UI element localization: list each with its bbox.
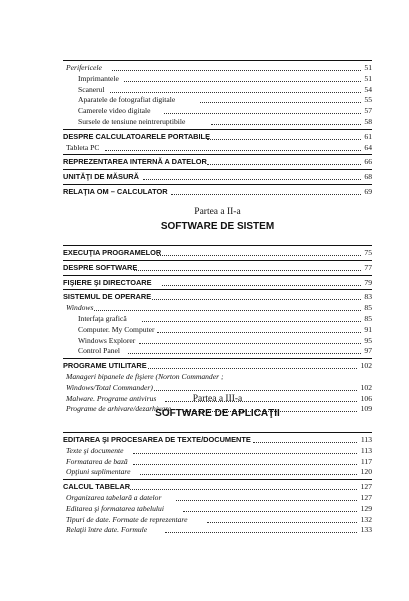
- entry-title: Windows Explorer: [78, 335, 136, 345]
- dot-leader: [142, 321, 361, 322]
- section-rule: [63, 275, 372, 276]
- page-number: 51: [364, 63, 372, 72]
- page-number: 91: [364, 324, 372, 334]
- page-number: 68: [364, 172, 372, 182]
- dot-leader: [207, 164, 361, 165]
- entry-title: DESPRE SOFTWARE: [63, 262, 138, 272]
- dot-leader: [148, 368, 357, 369]
- page-number: 127: [360, 482, 372, 492]
- entry-title: RELAŢIA OM – CALCULATOR: [63, 187, 168, 196]
- entry-title: REPREZENTAREA INTERNĂ A DATELOR: [63, 157, 207, 167]
- entry-title: EDITAREA ŞI PROCESAREA DE TEXTE/DOCUMENTE: [63, 435, 251, 444]
- section-rule: [63, 479, 372, 480]
- entry-title: EXECUŢIA PROGRAMELOR: [63, 248, 162, 257]
- entry-title: Camerele video digitale: [78, 106, 151, 116]
- page-number: 113: [360, 435, 372, 444]
- entry-title: Relaţii între date. Formule: [66, 525, 148, 535]
- page-number: 97: [364, 346, 372, 356]
- entry-title: Scanerul: [78, 84, 105, 94]
- toc-entry[interactable]: [0, 524, 409, 536]
- section-rule: [63, 184, 372, 185]
- dot-leader: [143, 179, 361, 180]
- entry-title: FIŞIERE ŞI DIRECTOARE: [63, 277, 152, 287]
- entry-title: Tipuri de date. Formate de reprezentare: [66, 514, 188, 524]
- page-number: 113: [360, 445, 372, 455]
- toc-entry[interactable]: [0, 186, 409, 198]
- page-number: 51: [364, 73, 372, 83]
- page-number: 109: [360, 404, 372, 414]
- dot-leader: [253, 442, 357, 443]
- dot-leader: [134, 270, 361, 271]
- entry-title: Control Panel: [78, 346, 120, 356]
- dot-leader: [94, 310, 361, 311]
- entry-title: Tableta PC: [66, 142, 100, 152]
- dot-leader: [157, 255, 361, 256]
- part-heading: SOFTWARE DE APLICAŢII: [155, 408, 280, 419]
- dot-leader: [207, 522, 357, 523]
- toc-entry[interactable]: [0, 466, 409, 478]
- section-rule: [63, 260, 372, 261]
- page-number: 58: [364, 117, 372, 126]
- section-rule: [63, 169, 372, 170]
- toc-entry[interactable]: [0, 345, 409, 357]
- entry-title: Programe de arhivare/dezarhivare: [66, 404, 172, 414]
- entry-title: SISTEMUL DE OPERARE: [63, 292, 152, 302]
- page-number: 106: [360, 393, 372, 403]
- section-rule: [63, 432, 372, 433]
- section-rule: [63, 129, 372, 130]
- dot-leader: [207, 139, 361, 140]
- page-number: 85: [364, 303, 372, 313]
- entry-title: Computer. My Computer: [78, 324, 155, 334]
- entry-title: UNITĂŢI DE MĂSURĂ: [63, 172, 139, 182]
- page-number: 54: [364, 84, 372, 94]
- dot-leader: [133, 453, 357, 454]
- page-number: 85: [364, 314, 372, 323]
- dot-leader: [183, 511, 357, 512]
- entry-title: Windows: [66, 303, 94, 313]
- page-number: 129: [360, 503, 372, 513]
- dot-leader: [164, 113, 361, 114]
- entry-title: Formatarea de bază: [66, 456, 128, 466]
- toc-entry[interactable]: [0, 247, 409, 259]
- dot-leader: [176, 500, 358, 501]
- section-rule: [63, 358, 372, 359]
- page-number: 117: [360, 456, 372, 466]
- page-number: 127: [360, 493, 372, 502]
- entry-title: Editarea şi formatarea tabelului: [66, 503, 164, 513]
- page-number: 57: [364, 106, 372, 116]
- dot-leader: [130, 489, 357, 490]
- entry-title: PROGRAME UTILITARE: [63, 361, 147, 371]
- entry-title: Texte şi documente: [66, 445, 124, 455]
- entry-title: Imprimantele: [78, 73, 119, 83]
- dot-leader: [110, 92, 361, 93]
- entry-title: Malware. Programe antivirus: [66, 393, 157, 403]
- dot-leader: [105, 150, 361, 151]
- part-heading: SOFTWARE DE SISTEM: [160, 221, 275, 232]
- dot-leader: [171, 194, 361, 195]
- page-number: 133: [360, 525, 372, 535]
- part-title: Partea a II-a: [194, 207, 241, 217]
- entry-title: Opţiuni suplimentare: [66, 467, 131, 477]
- page-number: 102: [360, 361, 372, 371]
- dot-leader: [211, 124, 361, 125]
- entry-title: DESPRE CALCULATOARELE PORTABILE: [63, 131, 210, 141]
- page-number: 69: [364, 187, 372, 196]
- dot-leader: [124, 81, 361, 82]
- entry-title: Sursele de tensiune neintreruptibile: [78, 117, 186, 126]
- page-number: 77: [364, 262, 372, 272]
- toc-entry[interactable]: [0, 116, 409, 128]
- page-number: 75: [364, 248, 372, 257]
- page-number: 83: [364, 292, 372, 302]
- entry-title: Manageri bipanele de fişiere (Norton Commander ;: [66, 372, 224, 381]
- toc-entry[interactable]: [0, 262, 409, 274]
- entry-title: Perifericele: [66, 63, 102, 72]
- dot-leader: [128, 353, 361, 354]
- entry-title: CALCUL TABELAR: [63, 482, 131, 492]
- page-number: 102: [360, 382, 372, 392]
- page-number: 55: [364, 95, 372, 105]
- toc-entry[interactable]: [0, 277, 409, 289]
- dot-leader: [154, 390, 357, 391]
- section-rule: [63, 154, 372, 155]
- part-title: Partea a III-a: [192, 394, 243, 404]
- section-rule: [63, 60, 372, 61]
- page-number: 120: [360, 467, 372, 477]
- entry-title: Windows/Total Commander): [66, 382, 153, 392]
- dot-leader: [200, 102, 361, 103]
- section-rule: [63, 289, 372, 290]
- entry-title: Organizarea tabelară a datelor: [66, 493, 162, 502]
- entry-title: Interfaţa grafică: [78, 314, 127, 323]
- toc-entry[interactable]: [0, 156, 409, 168]
- toc-entry[interactable]: [0, 171, 409, 183]
- page-number: 64: [364, 142, 372, 152]
- dot-leader: [140, 474, 357, 475]
- entry-title: Aparatele de fotografiat digitale: [78, 95, 176, 105]
- dot-leader: [112, 70, 361, 71]
- dot-leader: [139, 343, 361, 344]
- toc-entry[interactable]: [0, 142, 409, 154]
- dot-leader: [152, 299, 361, 300]
- dot-leader: [157, 332, 361, 333]
- dot-leader: [162, 285, 361, 286]
- dot-leader: [133, 464, 357, 465]
- page-number: 66: [364, 157, 372, 167]
- page-number: 132: [360, 514, 372, 524]
- section-rule: [63, 245, 372, 246]
- page-number: 61: [364, 131, 372, 141]
- page-number: 79: [364, 277, 372, 287]
- dot-leader: [165, 532, 357, 533]
- page-number: 95: [364, 335, 372, 345]
